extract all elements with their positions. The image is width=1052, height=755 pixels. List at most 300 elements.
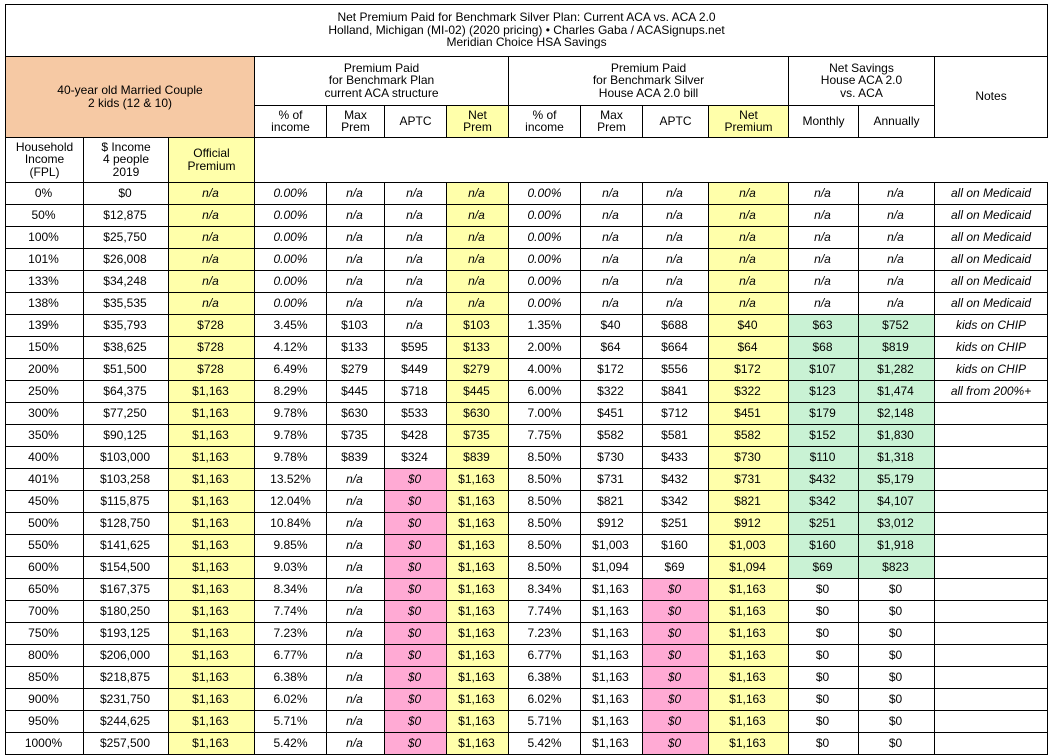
cell-r0-c13: all on Medicaid xyxy=(935,182,1048,204)
cell-r12-c8: $730 xyxy=(581,446,643,468)
cell-r16-c3: 9.85% xyxy=(255,534,327,556)
cell-r16-c7: 8.50% xyxy=(509,534,581,556)
cell-r10-c3: 9.78% xyxy=(255,402,327,424)
cell-r0-c2: n/a xyxy=(169,182,255,204)
cell-r19-c5: $0 xyxy=(385,600,447,622)
cell-r13-c12: $5,179 xyxy=(859,468,935,490)
cell-r9-c13: all from 200%+ xyxy=(935,380,1048,402)
cell-r2-c3: 0.00% xyxy=(255,226,327,248)
title-line-2: Holland, Michigan (MI-02) (2020 pricing) • Charles Gaba / ACASignups.net xyxy=(328,22,725,37)
cell-r18-c11: $0 xyxy=(789,578,859,600)
cell-r16-c12: $1,918 xyxy=(859,534,935,556)
cell-r21-c5: $0 xyxy=(385,644,447,666)
cell-r15-c9: $251 xyxy=(643,512,709,534)
cell-r7-c10: $64 xyxy=(709,336,789,358)
cell-r8-c12: $1,282 xyxy=(859,358,935,380)
cell-r2-c0: 100% xyxy=(6,226,84,248)
cell-r22-c1: $218,875 xyxy=(84,666,169,688)
cell-r9-c7: 6.00% xyxy=(509,380,581,402)
cell-r8-c1: $51,500 xyxy=(84,358,169,380)
colhead-max-prem-aca20: Max Prem xyxy=(581,105,643,137)
table-row xyxy=(6,710,1048,732)
cell-r5-c3: 0.00% xyxy=(255,292,327,314)
cell-r12-c2: $1,163 xyxy=(169,446,255,468)
title-row xyxy=(6,5,1048,57)
cell-r10-c4: $630 xyxy=(327,402,385,424)
cell-r14-c10: $821 xyxy=(709,490,789,512)
cell-r18-c8: $1,163 xyxy=(581,578,643,600)
cell-r13-c2: $1,163 xyxy=(169,468,255,490)
cell-r14-c1: $115,875 xyxy=(84,490,169,512)
cell-r21-c3: 6.77% xyxy=(255,644,327,666)
cell-r1-c7: 0.00% xyxy=(509,204,581,226)
cell-r15-c10: $912 xyxy=(709,512,789,534)
cell-r18-c0: 650% xyxy=(6,578,84,600)
cell-r25-c13 xyxy=(935,732,1048,754)
colhead-monthly-savings: Monthly xyxy=(789,105,859,137)
cell-r0-c5: n/a xyxy=(385,182,447,204)
cell-r1-c4: n/a xyxy=(327,204,385,226)
cell-r23-c5: $0 xyxy=(385,688,447,710)
cell-r7-c12: $819 xyxy=(859,336,935,358)
table-row xyxy=(6,402,1048,424)
cell-r24-c0: 950% xyxy=(6,710,84,732)
cell-r3-c10: n/a xyxy=(709,248,789,270)
cell-r1-c8: n/a xyxy=(581,204,643,226)
household-line-2: 2 kids (12 & 10) xyxy=(87,95,173,110)
table-row xyxy=(6,446,1048,468)
cell-r21-c2: $1,163 xyxy=(169,644,255,666)
cell-r4-c11: n/a xyxy=(789,270,859,292)
cell-r1-c2: n/a xyxy=(169,204,255,226)
title-line-3: Meridian Choice HSA Savings xyxy=(446,35,607,50)
cell-r9-c1: $64,375 xyxy=(84,380,169,402)
cell-r2-c10: n/a xyxy=(709,226,789,248)
cell-r10-c0: 300% xyxy=(6,402,84,424)
cell-r3-c1: $26,008 xyxy=(84,248,169,270)
table-row xyxy=(6,732,1048,754)
cell-r9-c11: $123 xyxy=(789,380,859,402)
cell-r15-c13 xyxy=(935,512,1048,534)
cell-r20-c8: $1,163 xyxy=(581,622,643,644)
cell-r16-c8: $1,003 xyxy=(581,534,643,556)
chart-title xyxy=(6,5,1048,57)
cell-r10-c9: $712 xyxy=(643,402,709,424)
cell-r12-c9: $433 xyxy=(643,446,709,468)
cell-r14-c4: n/a xyxy=(327,490,385,512)
cell-r4-c1: $34,248 xyxy=(84,270,169,292)
cell-r3-c11: n/a xyxy=(789,248,859,270)
cell-r21-c7: 6.77% xyxy=(509,644,581,666)
cell-r18-c5: $0 xyxy=(385,578,447,600)
cell-r0-c12: n/a xyxy=(859,182,935,204)
cell-r6-c5: n/a xyxy=(385,314,447,336)
cell-r13-c4: n/a xyxy=(327,468,385,490)
cell-r25-c7: 5.42% xyxy=(509,732,581,754)
table-row xyxy=(6,226,1048,248)
cell-r8-c7: 4.00% xyxy=(509,358,581,380)
cell-r24-c9: $0 xyxy=(643,710,709,732)
colhead-pct-income-aca: % of income xyxy=(255,105,327,137)
table-row xyxy=(6,204,1048,226)
cell-r12-c1: $103,000 xyxy=(84,446,169,468)
cell-r13-c13 xyxy=(935,468,1048,490)
cell-r4-c4: n/a xyxy=(327,270,385,292)
cell-r23-c11: $0 xyxy=(789,688,859,710)
table-row xyxy=(6,182,1048,204)
cell-r12-c13 xyxy=(935,446,1048,468)
cell-r22-c0: 850% xyxy=(6,666,84,688)
cell-r11-c7: 7.75% xyxy=(509,424,581,446)
cell-r17-c1: $154,500 xyxy=(84,556,169,578)
cell-r11-c9: $581 xyxy=(643,424,709,446)
cell-r6-c13: kids on CHIP xyxy=(935,314,1048,336)
cell-r12-c12: $1,318 xyxy=(859,446,935,468)
cell-r25-c3: 5.42% xyxy=(255,732,327,754)
cell-r22-c3: 6.38% xyxy=(255,666,327,688)
cell-r0-c8: n/a xyxy=(581,182,643,204)
cell-r15-c1: $128,750 xyxy=(84,512,169,534)
cell-r17-c13 xyxy=(935,556,1048,578)
group-current-aca: Premium Paid for Benchmark Plan current ACA structure xyxy=(255,56,509,105)
cell-r12-c6: $839 xyxy=(447,446,509,468)
cell-r18-c3: 8.34% xyxy=(255,578,327,600)
colhead-household-income-fpl: Household Income (FPL) xyxy=(6,137,84,182)
table-row xyxy=(6,644,1048,666)
cell-r8-c8: $172 xyxy=(581,358,643,380)
table-row xyxy=(6,622,1048,644)
cell-r14-c2: $1,163 xyxy=(169,490,255,512)
cell-r9-c9: $841 xyxy=(643,380,709,402)
cell-r10-c8: $451 xyxy=(581,402,643,424)
cell-r12-c11: $110 xyxy=(789,446,859,468)
cell-r15-c11: $251 xyxy=(789,512,859,534)
cell-r5-c0: 138% xyxy=(6,292,84,314)
cell-r0-c7: 0.00% xyxy=(509,182,581,204)
cell-r23-c13 xyxy=(935,688,1048,710)
cell-r20-c3: 7.23% xyxy=(255,622,327,644)
cell-r0-c6: n/a xyxy=(447,182,509,204)
cell-r8-c4: $279 xyxy=(327,358,385,380)
cell-r10-c5: $533 xyxy=(385,402,447,424)
colhead-official-premium: Official Premium xyxy=(169,137,255,182)
cell-r3-c7: 0.00% xyxy=(509,248,581,270)
cell-r6-c6: $103 xyxy=(447,314,509,336)
cell-r14-c0: 450% xyxy=(6,490,84,512)
cell-r17-c5: $0 xyxy=(385,556,447,578)
cell-r11-c13 xyxy=(935,424,1048,446)
cell-r15-c7: 8.50% xyxy=(509,512,581,534)
cell-r21-c4: n/a xyxy=(327,644,385,666)
spacer-cell xyxy=(255,137,1048,182)
cell-r7-c6: $133 xyxy=(447,336,509,358)
cell-r11-c4: $735 xyxy=(327,424,385,446)
cell-r16-c6: $1,163 xyxy=(447,534,509,556)
cell-r24-c6: $1,163 xyxy=(447,710,509,732)
cell-r11-c6: $735 xyxy=(447,424,509,446)
cell-r24-c13 xyxy=(935,710,1048,732)
cell-r6-c8: $40 xyxy=(581,314,643,336)
cell-r14-c13 xyxy=(935,490,1048,512)
cell-r23-c0: 900% xyxy=(6,688,84,710)
cell-r19-c12: $0 xyxy=(859,600,935,622)
cell-r17-c6: $1,163 xyxy=(447,556,509,578)
cell-r6-c7: 1.35% xyxy=(509,314,581,336)
cell-r0-c3: 0.00% xyxy=(255,182,327,204)
cell-r17-c0: 600% xyxy=(6,556,84,578)
cell-r16-c5: $0 xyxy=(385,534,447,556)
cell-r3-c6: n/a xyxy=(447,248,509,270)
cell-r25-c8: $1,163 xyxy=(581,732,643,754)
cell-r23-c1: $231,750 xyxy=(84,688,169,710)
notes-header: Notes xyxy=(935,56,1048,137)
cell-r9-c5: $718 xyxy=(385,380,447,402)
cell-r4-c9: n/a xyxy=(643,270,709,292)
cell-r12-c0: 400% xyxy=(6,446,84,468)
cell-r3-c2: n/a xyxy=(169,248,255,270)
cell-r11-c5: $428 xyxy=(385,424,447,446)
colhead-dollar-income: $ Income 4 people 2019 xyxy=(84,137,169,182)
cell-r14-c6: $1,163 xyxy=(447,490,509,512)
cell-r14-c11: $342 xyxy=(789,490,859,512)
title-line-1: Net Premium Paid for Benchmark Silver Plan: Current ACA vs. ACA 2.0 xyxy=(337,10,716,24)
cell-r15-c0: 500% xyxy=(6,512,84,534)
cell-r23-c9: $0 xyxy=(643,688,709,710)
cell-r3-c8: n/a xyxy=(581,248,643,270)
cell-r11-c8: $582 xyxy=(581,424,643,446)
colhead-annual-savings: Annually xyxy=(859,105,935,137)
cell-r11-c2: $1,163 xyxy=(169,424,255,446)
cell-r2-c11: n/a xyxy=(789,226,859,248)
cell-r24-c3: 5.71% xyxy=(255,710,327,732)
cell-r25-c9: $0 xyxy=(643,732,709,754)
cell-r12-c4: $839 xyxy=(327,446,385,468)
cell-r1-c5: n/a xyxy=(385,204,447,226)
cell-r15-c12: $3,012 xyxy=(859,512,935,534)
cell-r11-c0: 350% xyxy=(6,424,84,446)
cell-r2-c6: n/a xyxy=(447,226,509,248)
cell-r17-c10: $1,094 xyxy=(709,556,789,578)
cell-r23-c3: 6.02% xyxy=(255,688,327,710)
cell-r23-c10: $1,163 xyxy=(709,688,789,710)
cell-r22-c6: $1,163 xyxy=(447,666,509,688)
cell-r12-c7: 8.50% xyxy=(509,446,581,468)
cell-r13-c9: $432 xyxy=(643,468,709,490)
cell-r7-c4: $133 xyxy=(327,336,385,358)
cell-r3-c13: all on Medicaid xyxy=(935,248,1048,270)
cell-r14-c8: $821 xyxy=(581,490,643,512)
table-row xyxy=(6,380,1048,402)
cell-r1-c6: n/a xyxy=(447,204,509,226)
cell-r18-c7: 8.34% xyxy=(509,578,581,600)
cell-r5-c13: all on Medicaid xyxy=(935,292,1048,314)
cell-r2-c7: 0.00% xyxy=(509,226,581,248)
cell-r24-c10: $1,163 xyxy=(709,710,789,732)
cell-r0-c1: $0 xyxy=(84,182,169,204)
cell-r17-c2: $1,163 xyxy=(169,556,255,578)
table-row xyxy=(6,600,1048,622)
cell-r3-c4: n/a xyxy=(327,248,385,270)
cell-r19-c10: $1,163 xyxy=(709,600,789,622)
cell-r18-c1: $167,375 xyxy=(84,578,169,600)
cell-r15-c5: $0 xyxy=(385,512,447,534)
cell-r5-c9: n/a xyxy=(643,292,709,314)
cell-r6-c2: $728 xyxy=(169,314,255,336)
cell-r7-c1: $38,625 xyxy=(84,336,169,358)
cell-r25-c10: $1,163 xyxy=(709,732,789,754)
cell-r7-c8: $64 xyxy=(581,336,643,358)
cell-r13-c0: 401% xyxy=(6,468,84,490)
cell-r5-c4: n/a xyxy=(327,292,385,314)
cell-r1-c9: n/a xyxy=(643,204,709,226)
cell-r0-c11: n/a xyxy=(789,182,859,204)
cell-r18-c13 xyxy=(935,578,1048,600)
cell-r12-c3: 9.78% xyxy=(255,446,327,468)
cell-r10-c13 xyxy=(935,402,1048,424)
cell-r5-c5: n/a xyxy=(385,292,447,314)
cell-r7-c9: $664 xyxy=(643,336,709,358)
cell-r6-c0: 139% xyxy=(6,314,84,336)
cell-r11-c11: $152 xyxy=(789,424,859,446)
table-row xyxy=(6,292,1048,314)
cell-r21-c0: 800% xyxy=(6,644,84,666)
cell-r6-c12: $752 xyxy=(859,314,935,336)
cell-r24-c7: 5.71% xyxy=(509,710,581,732)
cell-r20-c4: n/a xyxy=(327,622,385,644)
cell-r24-c12: $0 xyxy=(859,710,935,732)
subcolumn-header-row xyxy=(6,137,1048,182)
cell-r0-c0: 0% xyxy=(6,182,84,204)
cell-r5-c11: n/a xyxy=(789,292,859,314)
cell-r5-c10: n/a xyxy=(709,292,789,314)
cell-r6-c3: 3.45% xyxy=(255,314,327,336)
cell-r7-c13: kids on CHIP xyxy=(935,336,1048,358)
cell-r5-c6: n/a xyxy=(447,292,509,314)
cell-r19-c4: n/a xyxy=(327,600,385,622)
table-row xyxy=(6,534,1048,556)
cell-r17-c3: 9.03% xyxy=(255,556,327,578)
cell-r21-c13 xyxy=(935,644,1048,666)
cell-r17-c9: $69 xyxy=(643,556,709,578)
cell-r5-c7: 0.00% xyxy=(509,292,581,314)
cell-r23-c8: $1,163 xyxy=(581,688,643,710)
colhead-pct-income-aca20: % of income xyxy=(509,105,581,137)
cell-r1-c12: n/a xyxy=(859,204,935,226)
cell-r16-c4: n/a xyxy=(327,534,385,556)
cell-r8-c0: 200% xyxy=(6,358,84,380)
cell-r20-c1: $193,125 xyxy=(84,622,169,644)
cell-r2-c12: n/a xyxy=(859,226,935,248)
cell-r13-c8: $731 xyxy=(581,468,643,490)
cell-r17-c8: $1,094 xyxy=(581,556,643,578)
cell-r19-c1: $180,250 xyxy=(84,600,169,622)
cell-r22-c11: $0 xyxy=(789,666,859,688)
cell-r16-c1: $141,625 xyxy=(84,534,169,556)
cell-r24-c11: $0 xyxy=(789,710,859,732)
cell-r6-c9: $688 xyxy=(643,314,709,336)
cell-r24-c4: n/a xyxy=(327,710,385,732)
cell-r15-c6: $1,163 xyxy=(447,512,509,534)
cell-r8-c13: kids on CHIP xyxy=(935,358,1048,380)
cell-r8-c5: $449 xyxy=(385,358,447,380)
cell-r19-c9: $0 xyxy=(643,600,709,622)
cell-r15-c2: $1,163 xyxy=(169,512,255,534)
cell-r9-c6: $445 xyxy=(447,380,509,402)
cell-r14-c3: 12.04% xyxy=(255,490,327,512)
cell-r13-c6: $1,163 xyxy=(447,468,509,490)
cell-r3-c3: 0.00% xyxy=(255,248,327,270)
cell-r16-c2: $1,163 xyxy=(169,534,255,556)
cell-r10-c7: 7.00% xyxy=(509,402,581,424)
cell-r17-c4: n/a xyxy=(327,556,385,578)
cell-r11-c10: $582 xyxy=(709,424,789,446)
cell-r21-c12: $0 xyxy=(859,644,935,666)
cell-r25-c12: $0 xyxy=(859,732,935,754)
cell-r14-c9: $342 xyxy=(643,490,709,512)
cell-r21-c9: $0 xyxy=(643,644,709,666)
cell-r4-c5: n/a xyxy=(385,270,447,292)
table-row xyxy=(6,556,1048,578)
cell-r21-c8: $1,163 xyxy=(581,644,643,666)
cell-r16-c9: $160 xyxy=(643,534,709,556)
cell-r20-c6: $1,163 xyxy=(447,622,509,644)
cell-r17-c7: 8.50% xyxy=(509,556,581,578)
cell-r4-c6: n/a xyxy=(447,270,509,292)
cell-r16-c13 xyxy=(935,534,1048,556)
cell-r9-c12: $1,474 xyxy=(859,380,935,402)
cell-r19-c7: 7.74% xyxy=(509,600,581,622)
table-row xyxy=(6,270,1048,292)
cell-r8-c10: $172 xyxy=(709,358,789,380)
cell-r19-c8: $1,163 xyxy=(581,600,643,622)
cell-r2-c13: all on Medicaid xyxy=(935,226,1048,248)
colhead-aptc-aca20: APTC xyxy=(643,105,709,137)
cell-r6-c1: $35,793 xyxy=(84,314,169,336)
cell-r7-c5: $595 xyxy=(385,336,447,358)
cell-r18-c2: $1,163 xyxy=(169,578,255,600)
cell-r13-c3: 13.52% xyxy=(255,468,327,490)
cell-r17-c12: $823 xyxy=(859,556,935,578)
cell-r19-c6: $1,163 xyxy=(447,600,509,622)
premium-comparison-table xyxy=(5,4,1048,755)
household-profile-cell xyxy=(6,56,255,137)
cell-r22-c9: $0 xyxy=(643,666,709,688)
cell-r20-c7: 7.23% xyxy=(509,622,581,644)
cell-r21-c6: $1,163 xyxy=(447,644,509,666)
cell-r25-c11: $0 xyxy=(789,732,859,754)
cell-r8-c2: $728 xyxy=(169,358,255,380)
cell-r13-c10: $731 xyxy=(709,468,789,490)
cell-r8-c9: $556 xyxy=(643,358,709,380)
cell-r4-c13: all on Medicaid xyxy=(935,270,1048,292)
cell-r21-c11: $0 xyxy=(789,644,859,666)
cell-r4-c8: n/a xyxy=(581,270,643,292)
cell-r19-c11: $0 xyxy=(789,600,859,622)
cell-r3-c12: n/a xyxy=(859,248,935,270)
cell-r22-c13 xyxy=(935,666,1048,688)
cell-r24-c8: $1,163 xyxy=(581,710,643,732)
group-net-savings: Net Savings House ACA 2.0 vs. ACA xyxy=(789,56,935,105)
cell-r0-c9: n/a xyxy=(643,182,709,204)
cell-r19-c3: 7.74% xyxy=(255,600,327,622)
cell-r1-c10: n/a xyxy=(709,204,789,226)
cell-r21-c10: $1,163 xyxy=(709,644,789,666)
cell-r6-c10: $40 xyxy=(709,314,789,336)
household-line-1: 40-year old Married Couple xyxy=(57,83,203,98)
cell-r3-c9: n/a xyxy=(643,248,709,270)
cell-r18-c6: $1,163 xyxy=(447,578,509,600)
cell-r9-c10: $322 xyxy=(709,380,789,402)
